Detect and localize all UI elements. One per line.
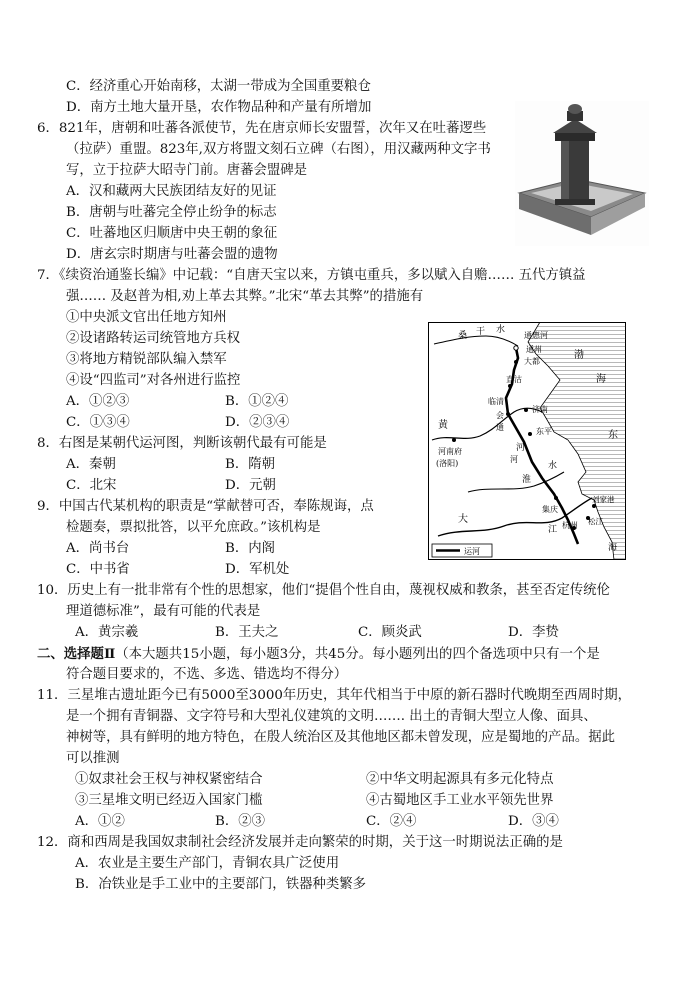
q12-stem: 12．商和西周是我国奴隶制社会经济发展并走向繁荣的时期，关于这一时期说法正确的是 [37, 835, 563, 850]
q7-option-c: C．①③④ [66, 415, 130, 430]
q5-option-c: C．经济重心开始南移，太湖一带成为全国重要粮仓 [66, 79, 371, 94]
q6-stem-line2: （拉萨）重盟。823年,双方将盟文刻石立碑（右图），用汉藏两种文字书 [66, 142, 491, 157]
q6-option-b: B．唐朝与吐蕃完全停止纷争的标志 [66, 205, 277, 220]
q10-option-d: D．李贽 [508, 625, 559, 640]
map-label-hai2: 海 [608, 543, 618, 553]
map-label-songjiang: 松江 [588, 517, 603, 526]
map-label-huai: 淮 [522, 475, 532, 485]
q7-statement-2: ②设诸路转运司统管地方兵权 [66, 331, 241, 346]
q6-option-a: A．汉和藏两大民族团结友好的见证 [66, 184, 277, 199]
map-label-tong: 通 [496, 423, 504, 432]
q8-option-d: D．元朝 [225, 478, 276, 493]
q8-option-b: B．隋朝 [225, 457, 276, 472]
q7-option-d: D．②③④ [225, 415, 290, 430]
q11-statement-2: ②中华文明起源具有多元化特点 [366, 772, 554, 787]
section2-instructions-line1: （本大题共15小题，每小题3分，共45分。每小题列出的四个备选项中只有一个是 [115, 647, 600, 662]
map-label-dadu: 大都 [524, 357, 540, 366]
q8-option-a: A．秦朝 [66, 457, 116, 472]
q6-option-d: D．唐玄宗时期唐与吐蕃会盟的遗物 [66, 247, 278, 262]
map-label-huang: 黄 [438, 420, 448, 431]
q9-option-b: B．内阁 [225, 541, 276, 556]
q9-option-c: C．中书省 [66, 562, 130, 577]
map-label-hui: 会 [496, 411, 504, 420]
map-label-shui2: 水 [548, 461, 558, 471]
map-label-jiang: 江 [548, 525, 558, 535]
q11-statement-4: ④古蜀地区手工业水平领先世界 [366, 793, 554, 808]
map-label-shui: 水 [496, 325, 506, 335]
q8-option-c: C．北宋 [66, 478, 117, 493]
map-label-dong: 东 [608, 430, 618, 441]
q7-statement-1: ①中央派文官出任地方知州 [66, 310, 227, 325]
q10-option-b: B．王夫之 [215, 625, 279, 640]
q7-stem-line2: 强…… 及赵普为相,劝上革去其弊。”北宋“革去其弊”的措施有 [66, 289, 424, 304]
map-label-jinan: 济南 [532, 405, 548, 414]
q11-option-c: C．②④ [366, 814, 417, 829]
q7-statement-3: ③将地方精锐部队编入禁军 [66, 352, 227, 367]
q11-option-d: D．③④ [508, 814, 559, 829]
map-label-gan: 干 [476, 327, 486, 337]
map-label-jiqing: 集庆 [542, 505, 558, 514]
q11-stem-line4: 可以推测 [66, 751, 120, 766]
map-legend-label: 运河 [464, 547, 480, 556]
map-label-hangzhou: 杭州 [562, 521, 578, 530]
section2-title: 二、选择题Ⅱ [37, 646, 116, 662]
q8-stem: 8．右图是某朝代运河图，判断该朝代最有可能是 [37, 436, 327, 451]
q9-stem-line2: 检题奏，票拟批答，以平允庶政。”该机构是 [66, 520, 321, 535]
q7-option-b: B．①②④ [225, 394, 289, 409]
q11-stem-line2: 是一个拥有青铜器、文字符号和大型礼仪建筑的文明……. 出土的青铜大型立人像、面具、 [66, 709, 597, 724]
q6-stem-line3: 写，立于拉萨大昭寺门前。唐蕃会盟碑是 [66, 163, 308, 178]
q6-option-c: C．吐蕃地区归顺唐中央王朝的象征 [66, 226, 278, 241]
stele-photo [515, 101, 649, 246]
q6-stem-line1: 6．821年，唐朝和吐蕃各派使节，先在唐京师长安盟誓，次年又在吐蕃逻些 [37, 121, 487, 136]
map-label-da: 大 [458, 514, 468, 525]
section2-instructions-line2: 符合题目要求的，不选、多选、错选均不得分） [66, 667, 348, 682]
map-label-bo: 渤 [574, 350, 584, 361]
q11-statement-3: ③三星堆文明已经迈入国家门槛 [75, 793, 263, 808]
map-label-tonghuihe: 通惠河 [524, 331, 548, 340]
map-label-dongping: 东平 [536, 427, 552, 436]
q9-option-d: D．军机处 [225, 562, 290, 577]
q11-statement-1: ①奴隶社会王权与神权紧密结合 [75, 772, 263, 787]
section2-heading [37, 644, 600, 665]
q12-option-a: A．农业是主要生产部门，青铜农具广泛使用 [75, 856, 340, 871]
q10-stem-line2: 理道德标准”，最有可能的代表是 [66, 604, 261, 619]
map-label-liujiagang: 刘家港 [592, 495, 615, 504]
q11-stem-line1: 11．三星堆古遗址距今已有5000至3000年历史，其年代相当于中原的新石器时代晚期至西周时期， [37, 688, 632, 703]
map-label-linqing: 临清 [488, 397, 504, 406]
q9-stem-line1: 9．中国古代某机构的职责是“掌献替可否，奉陈规诲，点 [37, 499, 374, 514]
map-label-luoyang: (洛阳) [436, 459, 459, 468]
q7-option-a: A．①②③ [66, 394, 130, 409]
q7-statement-4: ④设“四监司”对各州进行监控 [66, 373, 241, 388]
map-label-he2: 河 [516, 443, 526, 453]
map-label-sang: 桑 [458, 331, 468, 341]
q12-option-b: B．冶铁业是手工业中的主要部门，铁器种类繁多 [75, 877, 367, 892]
q11-stem-line3: 神树等，具有鲜明的地方特色，在殷人统治区及其他地区都未曾发现，应是蜀地的产品。据此 [66, 730, 616, 745]
q7-stem-line1: 7．《续资治通鉴长编》中记载：“自唐天宝以来，方镇屯重兵，多以赋入自赡…… 五代方镇益 [37, 268, 586, 283]
q10-option-c: C．顾炎武 [358, 625, 422, 640]
map-label-he1: 河 [510, 455, 518, 464]
map-label-tongzhou: 通州 [526, 345, 542, 354]
q10-stem-line1: 10．历史上有一批非常有个性的思想家，他们“提倡个性自由，蔑视权威和教条，甚至否定传统伦 [37, 583, 610, 598]
q10-option-a: A．黄宗羲 [75, 625, 139, 640]
q11-option-b: B．②③ [215, 814, 266, 829]
map-label-henanfu: 河南府 [438, 447, 462, 456]
map-label-zhigu: 直沽 [506, 375, 522, 384]
q11-option-a: A．①② [75, 814, 125, 829]
q5-option-d: D．南方土地大量开垦，农作物品种和产量有所增加 [66, 100, 372, 115]
canal-map [428, 322, 626, 560]
q9-option-a: A．尚书台 [66, 541, 130, 556]
map-label-hai: 海 [596, 374, 606, 385]
